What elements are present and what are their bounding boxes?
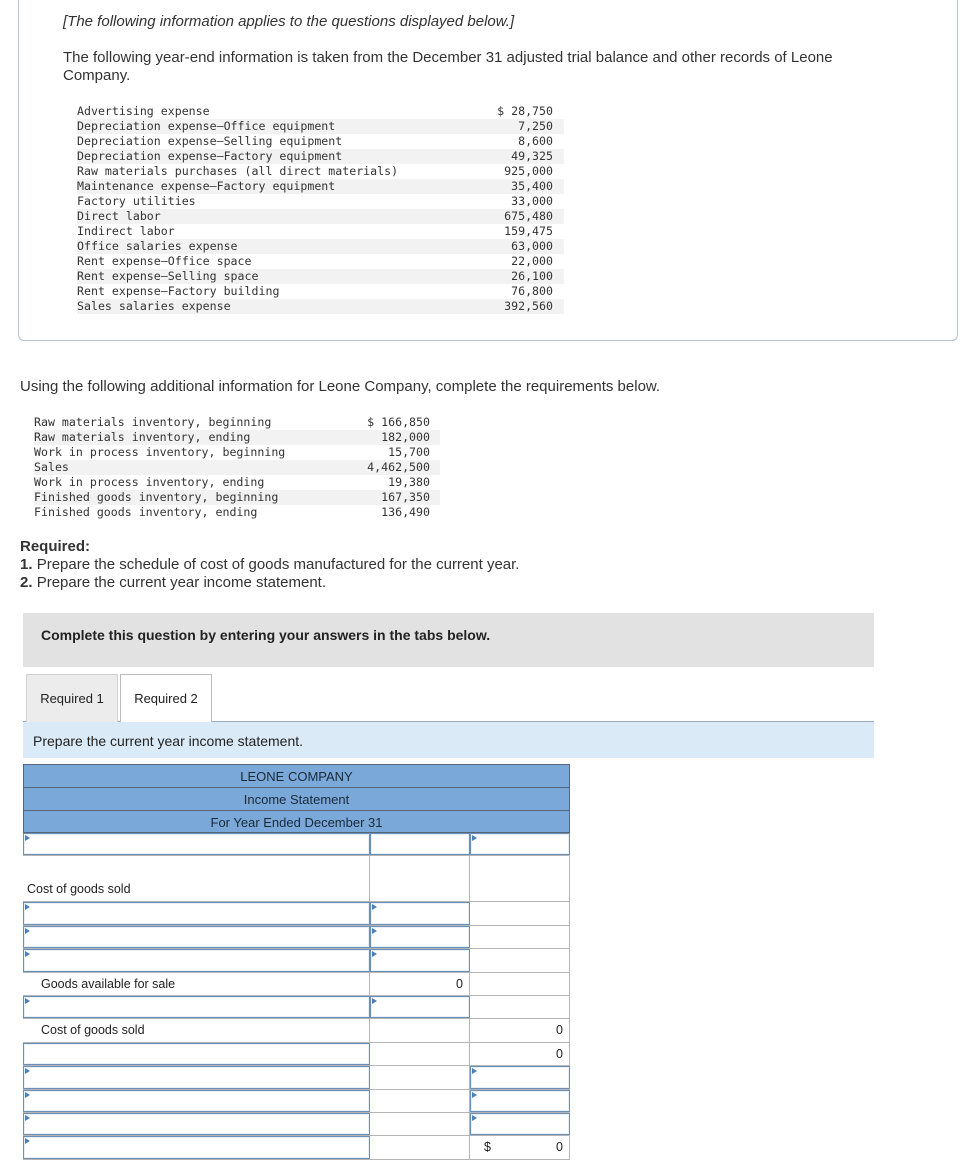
required-1-text: Prepare the schedule of cost of goods manufactured for the current year. <box>36 556 520 573</box>
tab-bar <box>23 674 874 722</box>
company-name: LEONE COMPANY <box>23 764 570 787</box>
table-row <box>34 460 440 475</box>
table-row <box>23 949 570 972</box>
amount-input[interactable] <box>470 1066 570 1088</box>
row-value: 19,380 <box>388 475 430 489</box>
required-2-number: 2. <box>20 574 33 591</box>
table-row <box>77 209 564 224</box>
row-label: Raw materials purchases (all direct materials) <box>77 164 399 178</box>
row-label: Raw materials inventory, beginning <box>34 415 272 429</box>
account-dropdown[interactable] <box>23 833 370 855</box>
trial-balance-table <box>77 104 564 314</box>
table-row <box>77 239 564 254</box>
requirements <box>20 538 519 592</box>
cogs-subtotal-label: Cost of goods sold <box>23 1019 370 1041</box>
row-label: Office salaries expense <box>77 239 238 253</box>
row-value: 22,000 <box>511 254 553 268</box>
table-row <box>23 856 570 902</box>
instructions-banner <box>23 613 874 667</box>
table-row <box>34 445 440 460</box>
table-row <box>77 299 564 314</box>
row-label: Raw materials inventory, ending <box>34 430 251 444</box>
row-label: Maintenance expense—Factory equipment <box>77 179 336 193</box>
account-dropdown[interactable] <box>23 1090 370 1112</box>
statement-header <box>23 764 570 833</box>
row-label: Factory utilities <box>77 194 196 208</box>
dollar-sign: $ <box>484 1140 491 1155</box>
statement-period: For Year Ended December 31 <box>23 810 570 833</box>
amount-input[interactable] <box>470 1090 570 1112</box>
instruction-text: Prepare the current year income statement. <box>33 733 304 749</box>
table-row <box>23 926 570 949</box>
amount-input[interactable] <box>370 996 470 1018</box>
tab-required-2[interactable]: Required 2 <box>120 674 212 723</box>
row-label: Rent expense—Selling space <box>77 269 259 283</box>
account-dropdown[interactable] <box>23 926 370 948</box>
gross-profit-value: 0 <box>470 1043 570 1065</box>
table-row <box>77 284 564 299</box>
required-2-text: Prepare the current year income statement. <box>36 574 326 591</box>
additional-info-table <box>34 415 440 520</box>
table-row <box>34 490 440 505</box>
row-value: 7,250 <box>518 119 553 133</box>
additional-info-text: Using the following additional information for Leone Company, complete the requirements below. <box>20 378 661 395</box>
table-row <box>77 104 564 119</box>
goods-available-value: 0 <box>370 973 470 995</box>
table-row <box>34 475 440 490</box>
table-row <box>23 1066 570 1089</box>
amount-input[interactable] <box>370 833 470 855</box>
row-value: 167,350 <box>381 490 430 504</box>
table-row <box>77 179 564 194</box>
row-value: 76,800 <box>511 284 553 298</box>
table-row <box>34 430 440 445</box>
row-label: Advertising expense <box>77 104 210 118</box>
account-dropdown[interactable] <box>23 996 370 1018</box>
row-value: 159,475 <box>504 224 553 238</box>
table-row <box>77 254 564 269</box>
goods-available-label: Goods available for sale <box>23 973 370 995</box>
row-value: 49,325 <box>511 149 553 163</box>
table-row <box>23 996 570 1019</box>
row-label: Rent expense—Office space <box>77 254 252 268</box>
net-income-value: 0 <box>556 1140 563 1155</box>
row-label: Rent expense—Factory building <box>77 284 280 298</box>
instruction-bar <box>23 722 874 758</box>
row-label: Depreciation expense—Selling equipment <box>77 134 343 148</box>
table-row <box>34 415 440 430</box>
table-row <box>77 269 564 284</box>
row-value: 136,490 <box>381 505 430 519</box>
row-value: 675,480 <box>504 209 553 223</box>
row-value: 35,400 <box>511 179 553 193</box>
table-row <box>23 1043 570 1066</box>
amount-input[interactable] <box>470 833 570 855</box>
row-value: 8,600 <box>518 134 553 148</box>
tab-required-1[interactable]: Required 1 <box>26 674 118 722</box>
row-label: Work in process inventory, ending <box>34 475 265 489</box>
table-row <box>77 149 564 164</box>
row-value: $ 28,750 <box>497 104 553 118</box>
required-heading: Required: <box>20 538 91 555</box>
row-label: Sales salaries expense <box>77 299 231 313</box>
intro-text: The following year-end information is taken from the December 31 adjusted trial balance and other records of Leone Company. <box>63 49 833 84</box>
intro-note: [The following information applies to the questions displayed below.] <box>63 13 515 30</box>
cogs-label: Cost of goods sold <box>23 856 370 901</box>
table-row <box>34 505 440 520</box>
row-label: Direct labor <box>77 209 161 223</box>
row-value: $ 166,850 <box>367 415 430 429</box>
row-value: 392,560 <box>504 299 553 313</box>
amount-input[interactable] <box>370 949 470 971</box>
row-label: Depreciation expense—Office equipment <box>77 119 336 133</box>
table-row <box>23 902 570 925</box>
account-dropdown[interactable] <box>23 1066 370 1088</box>
row-label: Finished goods inventory, beginning <box>34 490 279 504</box>
account-dropdown[interactable] <box>23 1113 370 1135</box>
cogs-value: 0 <box>470 1019 570 1041</box>
row-label: Depreciation expense—Factory equipment <box>77 149 343 163</box>
table-row <box>77 224 564 239</box>
income-statement-grid <box>23 833 570 1160</box>
row-label: Indirect labor <box>77 224 175 238</box>
table-row <box>23 1090 570 1113</box>
table-row <box>77 134 564 149</box>
banner-text: Complete this question by entering your answers in the tabs below. <box>41 627 491 643</box>
row-value: 4,462,500 <box>367 460 430 474</box>
statement-title: Income Statement <box>23 787 570 810</box>
table-row <box>23 1019 570 1042</box>
table-row <box>23 1113 570 1136</box>
account-dropdown[interactable] <box>23 949 370 971</box>
required-1-number: 1. <box>20 556 33 573</box>
account-dropdown[interactable] <box>23 1136 370 1158</box>
row-value: 15,700 <box>388 445 430 459</box>
row-value: 63,000 <box>511 239 553 253</box>
row-label: Finished goods inventory, ending <box>34 505 258 519</box>
amount-input[interactable] <box>370 926 470 948</box>
table-row <box>23 833 570 856</box>
account-dropdown[interactable] <box>23 902 370 924</box>
amount-input[interactable] <box>470 1113 570 1135</box>
net-income-cell <box>470 1136 570 1158</box>
row-value: 26,100 <box>511 269 553 283</box>
row-label: Work in process inventory, beginning <box>34 445 286 459</box>
row-value: 925,000 <box>504 164 553 178</box>
table-row <box>77 119 564 134</box>
account-dropdown[interactable] <box>23 1043 370 1065</box>
row-label: Sales <box>34 460 69 474</box>
table-row <box>77 194 564 209</box>
amount-input[interactable] <box>370 902 470 924</box>
row-value: 33,000 <box>511 194 553 208</box>
table-row <box>23 1136 570 1159</box>
table-row <box>23 973 570 996</box>
table-row <box>77 164 564 179</box>
row-value: 182,000 <box>381 430 430 444</box>
